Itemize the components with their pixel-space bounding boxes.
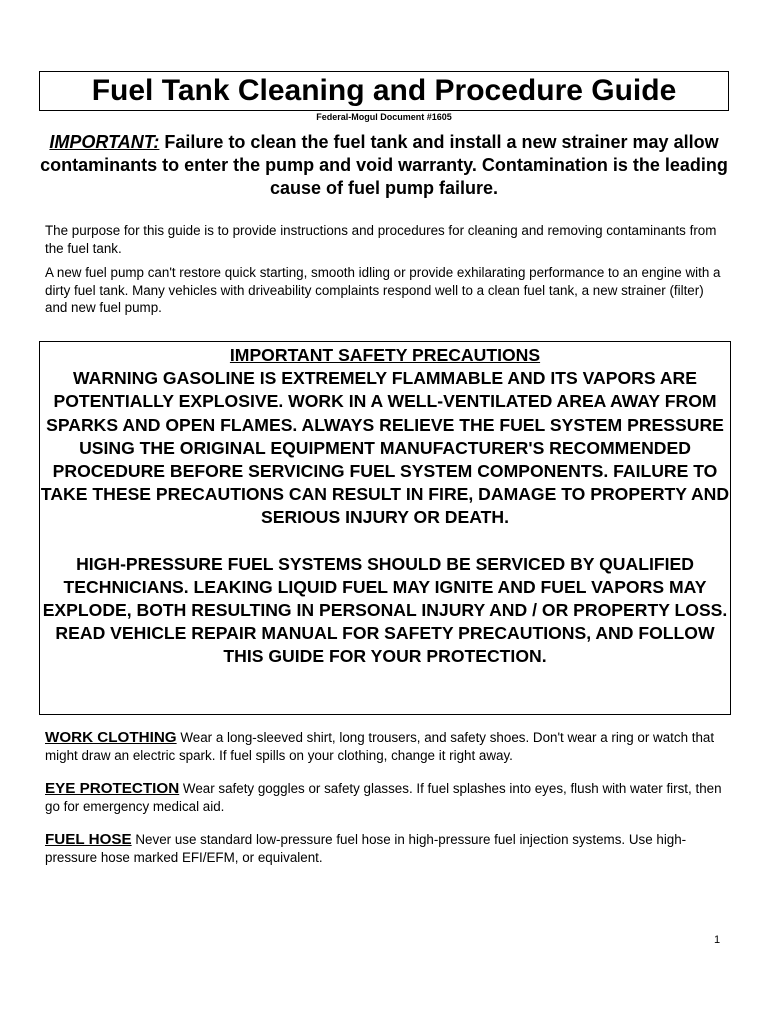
title-box [39,71,729,111]
eye-protection-label: EYE PROTECTION [45,780,180,797]
document-number: Federal-Mogul Document #1605 [316,112,452,122]
fuel-hose-text: Never use standard low-pressure fuel hose in high-pressure fuel injection systems. Use high-pressure hose marked EFI/EFM, or equivalent. [45,832,687,865]
eye-protection-text: Wear safety goggles or safety glasses. If fuel splashes into eyes, flush with water first, then go for emergency medical aid. [45,781,722,814]
work-clothing-label: WORK CLOTHING [45,729,177,746]
important-notice [40,131,728,200]
important-text: Failure to clean the fuel tank and install a new strainer may allow contaminants to enter the pump and void warranty. Contamination is the leading cause of fuel pump failure. [40,132,728,198]
fuel-hose-item [45,831,735,867]
work-clothing-text: Wear a long-sleeved shirt, long trousers, and safety shoes. Don't wear a ring or watch that might draw an electric spark. If fuel spills on your clothing, change it right away. [45,730,715,763]
safety-warning-text: WARNING GASOLINE IS EXTREMELY FLAMMABLE AND ITS VAPORS ARE POTENTIALLY EXPLOSIVE. WORK IN A WELL-VENTILATED AREA AWAY FROM SPARKS AND OPEN FLAMES. ALWAYS RELIEVE THE FUEL SYSTEM PRESSURE USING THE ORIGINAL EQUIPMENT MANUFACTURER'S RECOMMENDED PROCEDURE BEFORE SERVICING FUEL SYSTEM COMPONENTS. FAILURE TO TAKE THESE PRECAUTIONS CAN RESULT IN FIRE, DAMAGE TO PROPERTY AND SERIOUS INJURY OR DEATH. [40,368,730,528]
safety-spacer [40,530,730,553]
work-clothing-item [45,729,735,765]
page-title: Fuel Tank Cleaning and Procedure Guide [91,74,677,107]
high-pressure-warning-text: HIGH-PRESSURE FUEL SYSTEMS SHOULD BE SERVICED BY QUALIFIED TECHNICIANS. LEAKING LIQUID FUEL MAY IGNITE AND FUEL VAPORS MAY EXPLODE, BOTH RESULTING IN PERSONAL INJURY AND / OR PROPERTY LOSS. READ VEHICLE REPAIR MANUAL FOR SAFETY PRECAUTIONS, AND FOLLOW THIS GUIDE FOR YOUR PROTECTION. [42,553,728,667]
fuel-hose-label: FUEL HOSE [45,831,132,848]
safety-heading: IMPORTANT SAFETY PRECAUTIONS [229,345,541,365]
page-number: 1 [714,934,721,946]
fuel-pump-paragraph: A new fuel pump can't restore quick starting, smooth idling or provide exhilarating performance to an engine with a dirty fuel tank. Many vehicles with driveability complaints respond well to a clean fuel tank, a new strainer (filter) and new fuel pump. [45,265,721,315]
safety-precautions-box [39,341,731,715]
eye-protection-item [45,780,735,816]
important-label: IMPORTANT: [49,132,160,152]
purpose-paragraph: The purpose for this guide is to provide instructions and procedures for cleaning and removing contaminants from the fuel tank. [45,223,717,256]
